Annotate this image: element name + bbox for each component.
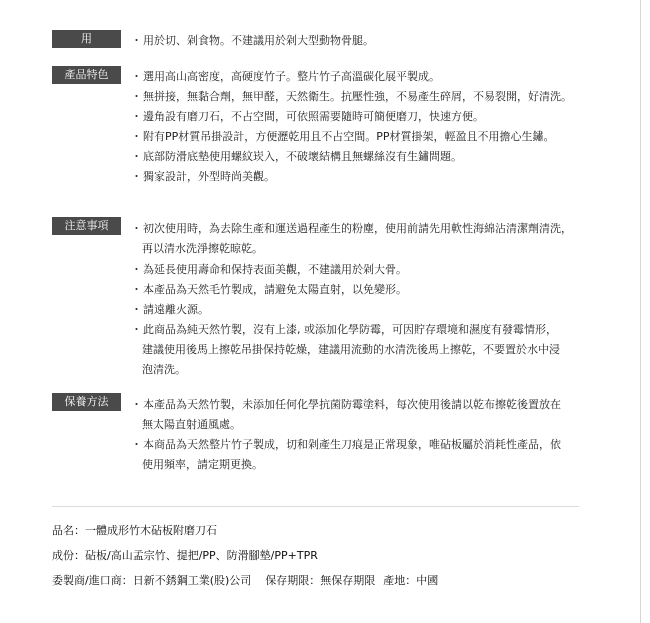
caution-item: ・請遠離火源。 <box>131 303 209 316</box>
caution-item: ・此商品為純天然竹製，沒有上漆, 或添加化學防霉，可因貯存環境和濕度有發霉情形， <box>131 323 557 336</box>
maintenance-item: ・本商品為天然整片竹子製成，切和剁產生刀痕是正常現象，唯砧板屬於消耗性產品，依 <box>131 438 561 451</box>
usage-label: 用 途 <box>52 30 121 48</box>
maintenance-item-continuation: 無太陽直射通風處。 <box>142 418 241 431</box>
product-ingredients: 成份：砧板/高山孟宗竹、提把/PP、防滑腳墊/PP+TPR <box>52 549 318 562</box>
section-divider <box>52 506 579 507</box>
manufacturer: 委製商/進口商：日新不銹鋼工業(股)公司 <box>52 574 252 587</box>
feature-item: ・邊角設有磨刀石，不占空間，可依照需要隨時可簡便磨刀，快速方便。 <box>131 110 484 123</box>
caution-item: ・為延長使用壽命和保持表面美觀，不建議用於剁大骨。 <box>131 263 407 276</box>
feature-item: ・底部防滑底墊使用螺紋崁入，不破壞結構且無螺絲沒有生鏽問題。 <box>131 150 462 163</box>
caution-item: ・初次使用時，為去除生產和運送過程產生的粉塵，使用前請先用軟性海綿沾清潔劑清洗， <box>131 222 572 235</box>
caution-item-continuation: 建議使用後馬上擦乾吊掛保持乾燥，建議用流動的水清洗後馬上擦乾，不要置於水中浸 <box>142 343 560 356</box>
page-edge-line <box>640 0 641 623</box>
feature-item: ・無拼接，無黏合劑，無甲醛，天然衛生。抗壓性強，不易產生碎屑，不易裂開，好清洗。 <box>131 90 572 103</box>
feature-item: ・獨家設計，外型時尚美觀。 <box>131 170 275 183</box>
origin: 產地：中國 <box>383 574 439 587</box>
feature-item: ・附有PP材質吊掛設計，方便瀝乾用且不占空間。PP材質掛架，輕盈且不用擔心生鏽。 <box>131 130 555 143</box>
warranty: 保存期限：無保存期限 <box>265 574 376 587</box>
usage-item: ・用於切、剁食物。不建議用於剁大型動物骨腿。 <box>131 34 374 47</box>
maintenance-label: 保養方法 <box>52 393 121 411</box>
cautions-label: 注意事項 <box>52 217 121 235</box>
product-name: 品名：一體成形竹木砧板附磨刀石 <box>52 524 217 537</box>
caution-item-continuation: 再以清水洗淨擦乾晾乾。 <box>142 242 263 255</box>
maintenance-item: ・本產品為天然竹製，未添加任何化學抗菌防霉塗料，每次使用後請以乾布擦乾後置放在 <box>131 398 561 411</box>
caution-item: ・本產品為天然毛竹製成，請避免太陽直射，以免變形。 <box>131 283 407 296</box>
feature-item: ・選用高山高密度，高硬度竹子。整片竹子高溫碳化展平製成。 <box>131 70 440 83</box>
product-meta-row <box>52 572 438 588</box>
maintenance-item-continuation: 使用頻率，請定期更換。 <box>142 458 263 471</box>
features-label: 產品特色 <box>52 66 121 84</box>
caution-item-continuation: 泡清洗。 <box>142 363 186 376</box>
